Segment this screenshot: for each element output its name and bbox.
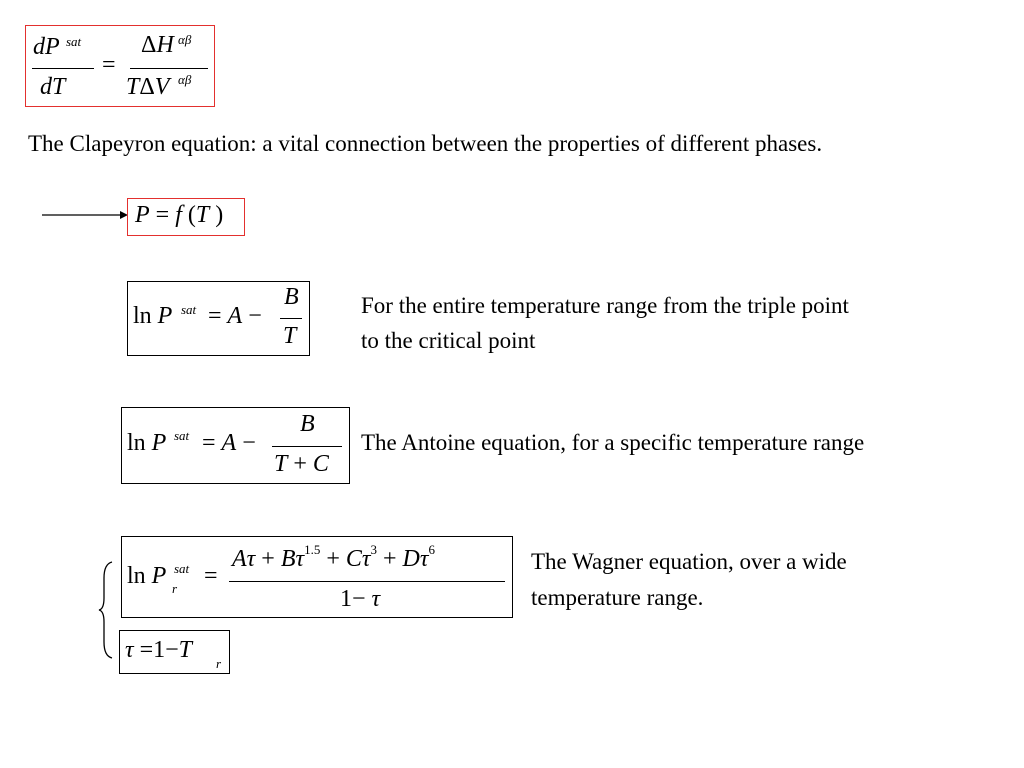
antoine-equation (121, 407, 350, 484)
tau-expression: τ =1−T (125, 637, 193, 663)
denominator-dt: dT (40, 74, 66, 100)
equals-sign: = (102, 52, 116, 78)
lnp-equation (127, 281, 310, 356)
sup-alphabeta: αβ (178, 32, 192, 47)
numerator-dh: ΔH (141, 32, 174, 58)
wagner-numerator: $A\tau + B\tau^{1.5} + C\tau^3 + D\tau^6$ (232, 542, 435, 572)
denominator-t-plus-c: T + C (274, 451, 329, 477)
antoine-rhs: = A − (202, 430, 256, 456)
denominator-tdv: TΔV (126, 74, 170, 100)
denominator-t: T (283, 323, 297, 349)
equals-sign: = (204, 563, 218, 589)
lnp-description-line2: to the critical point (361, 328, 536, 353)
wagner-lhs: ln P (127, 563, 167, 589)
fraction-bar (229, 581, 505, 582)
sup-sat: sat (174, 561, 190, 576)
antoine-lhs: ln P (127, 430, 167, 456)
numerator-b: B (300, 411, 315, 437)
wagner-denominator: 1− τ (340, 586, 381, 612)
sup-sat: sat (66, 34, 82, 49)
p-of-t-expression: P = f (T ) (135, 202, 224, 228)
fraction-bar (272, 446, 342, 447)
arrow-icon (42, 208, 128, 222)
numerator-b: B (284, 284, 299, 310)
tau-equation (119, 630, 230, 674)
sup-sat: sat (174, 428, 190, 443)
clapeyron-caption: The Clapeyron equation: a vital connection between the properties of different phases. (28, 131, 823, 156)
fraction-bar (280, 318, 302, 319)
lnp-lhs: ln P (133, 303, 173, 329)
lnp-description-line1: For the entire temperature range from the triple point (361, 293, 849, 318)
sub-r: r (216, 656, 222, 671)
sup-alphabeta: αβ (178, 72, 192, 87)
p-of-t-equation (127, 198, 245, 236)
wagner-description-line1: The Wagner equation, over a wide (531, 549, 847, 574)
fraction-bar-right (130, 68, 208, 69)
numerator-dp: dP (33, 34, 60, 60)
wagner-description-line2: temperature range. (531, 585, 704, 610)
antoine-description: The Antoine equation, for a specific temperature range (361, 430, 865, 455)
clapeyron-equation (25, 25, 215, 107)
fraction-bar-left (32, 68, 94, 69)
left-brace-icon (98, 560, 118, 660)
sup-sat: sat (181, 302, 197, 317)
sub-r: r (172, 581, 178, 596)
wagner-equation (121, 536, 513, 618)
lnp-rhs: = A − (208, 303, 262, 329)
